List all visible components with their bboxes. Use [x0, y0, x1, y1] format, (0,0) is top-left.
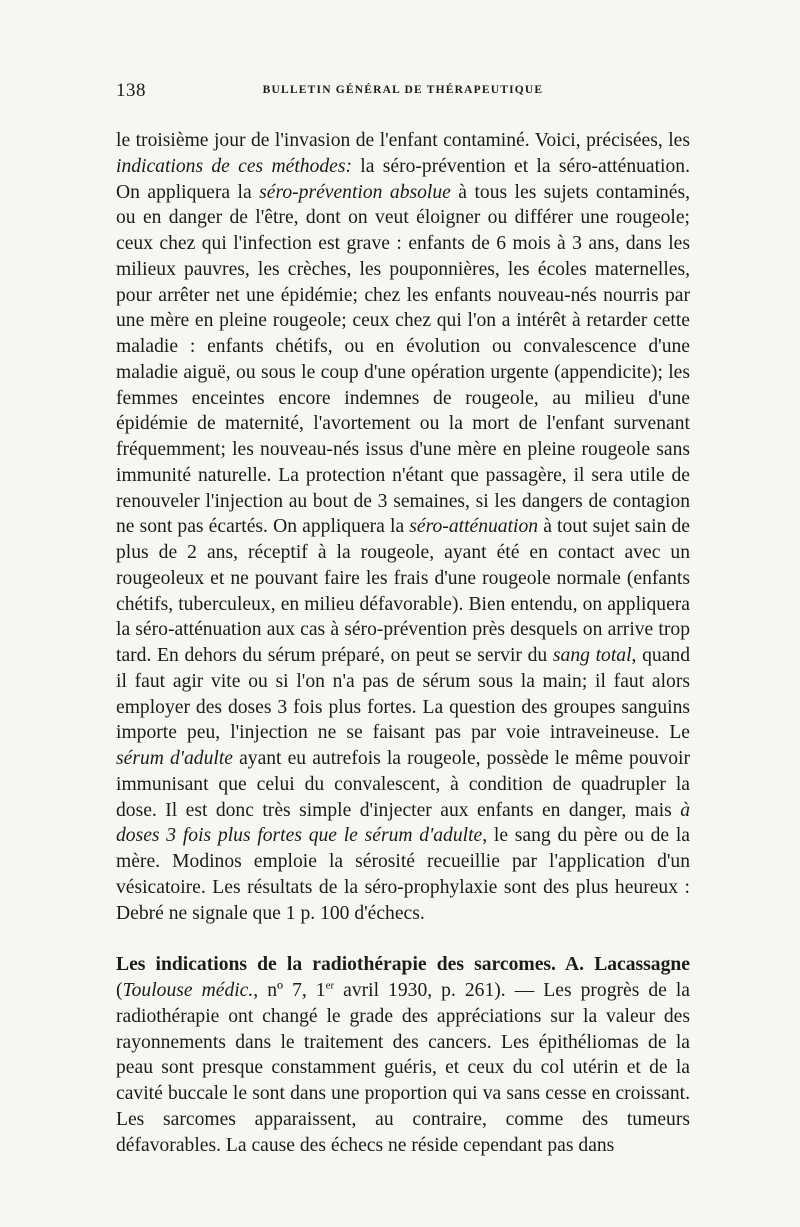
italic-run: séro-atténuation	[409, 516, 539, 538]
text-run: , nº 7, 1	[253, 980, 326, 1001]
text-run: , le sang du père ou de la mère. Modinos emploie la sérosité recueillie par l'application d'un vésicatoire. Les résultats de la séro-prophylaxie sont des plus heureux : Debré ne signale que 1 p. 100 d'échecs.	[116, 825, 691, 924]
text-run: le troisième jour de l'invasion de l'enfant contaminé. Voici, précisées, les	[116, 130, 690, 151]
italic-run: sérum d'adulte	[116, 748, 233, 769]
page-number: 138	[116, 80, 146, 101]
text-run: la séro-prévention et la séro-atténuation. On appliquera la	[116, 155, 690, 203]
text-run: ayant eu autrefois la rougeole, possède le même pouvoir immunisant que celui du convalescent, à condition de quadrupler la dose. Il est donc très simple d'injecter aux enfants en danger, mais	[116, 748, 690, 821]
journal-title: BULLETIN GÉNÉRAL DE THÉRAPEUTIQUE	[262, 84, 544, 96]
italic-run: indications de ces méthodes:	[116, 155, 353, 177]
paragraph-radiotherapy	[116, 952, 690, 1158]
italic-run: à doses 3 fois plus fortes que le sérum d'adulte	[116, 799, 690, 847]
journal-citation: Toulouse médic.	[122, 980, 254, 1001]
paragraph-serotherapy	[116, 128, 690, 926]
ordinal-superscript: er	[325, 979, 335, 992]
article-title: Les indications de la radiothérapie des sarcomes. A. Lacassagne	[116, 954, 690, 976]
running-header	[116, 80, 690, 110]
text-run: à tout sujet sain de plus de 2 ans, réceptif à la rougeole, ayant été en contact avec un rougeoleux et ne pouvant faire les frais d'une rougeole normale (enfants chétifs, tuberculeux, en milieu défavorable). Bien entendu, on appliquera la séro-atténuation aux cas à séro-prévention près desquels on arrive trop tard. En dehors du sérum préparé, on peut se servir du	[116, 516, 690, 666]
text-run: (	[116, 980, 123, 1001]
text-run: avril 1930, p. 261). — Les progrès de la radiothérapie ont changé le grade des appréciations sur la valeur des rayonnements dans le traitement des cancers. Les épithéliomas de la peau sont presque constamment guéris, et ceux du col utérin et de la cavité buccale le sont dans une proportion qui va sans cesse en croissant. Les sarcomes apparaissent, au contraire, comme des tumeurs défavorables. La cause des échecs ne réside cependant pas dans	[116, 980, 690, 1156]
text-run: , quand il faut agir vite ou si l'on n'a pas de sérum sous la main; il faut alors employer des doses 3 fois plus fortes. La question des groupes sanguins importe peu, l'injection ne se faisant pas par voie intraveineuse. Le	[116, 645, 691, 744]
text-run: à tous les sujets contaminés, ou en danger de l'être, dont on veut éloigner ou différer une rougeole; ceux chez qui l'infection est grave : enfants de 6 mois à 3 ans, dans les milieux pauvres, les crèches, les pouponnières, les écoles maternelles, pour arrêter net une épidémie; chez les enfants nouveau-nés nourris par une mère en pleine rougeole; ceux chez qui l'on a intérêt à retarder cette maladie : enfants chétifs, ou en évolution ou convalescence d'une maladie aiguë, ou sous le coup d'une opération urgente (appendicite); les femmes enceintes encore indemnes de rougeole, au milieu d'une épidémie de maternité, l'avortement ou la mort de l'enfant survenant fréquemment; les nouveau-nés issus d'une mère en pleine rougeole sans immunité naturelle. La protection n'étant que passagère, il sera utile de renouveler l'injection au bout de 3 semaines, si les dangers de contagion ne sont pas écartés. On appliquera la	[116, 181, 690, 538]
italic-run: sang total	[552, 645, 632, 666]
italic-run: séro-prévention absolue	[259, 181, 451, 203]
